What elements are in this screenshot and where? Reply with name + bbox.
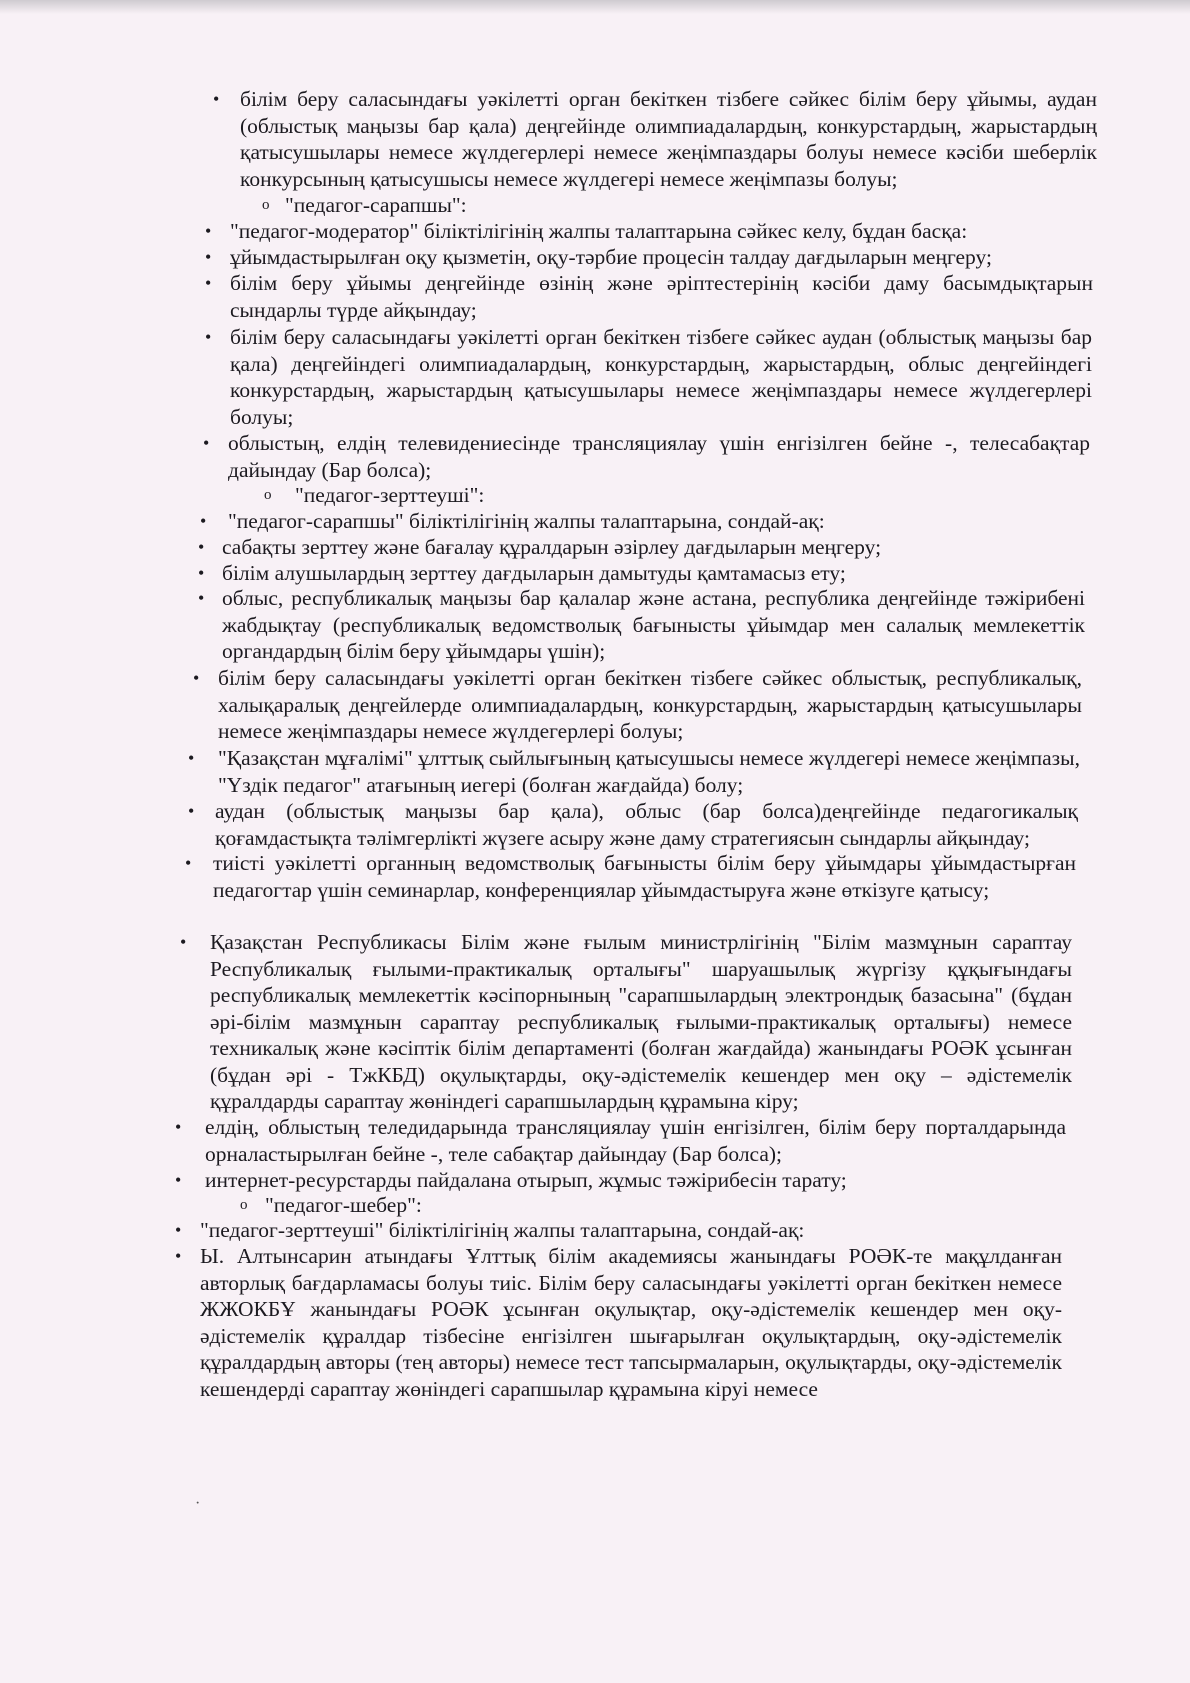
bullet-icon: • bbox=[193, 668, 200, 688]
list-item: білім беру ұйымы деңгейінде өзінің және әріптестерінің кәсіби даму басымдықтарын сындарлы түрде айқындау; bbox=[230, 271, 1093, 322]
bullet-icon: • bbox=[198, 537, 205, 557]
scan-edge bbox=[0, 0, 1190, 14]
list-item: аудан (облыстық маңызы бар қала), облыс (бар болса)деңгейінде педагогикалық қоғамдастықта тәлімгерлікті жүзеге асыру және даму стратегиясын сындарлы айқындау; bbox=[215, 799, 1078, 850]
list-item: Қазақстан Республикасы Білім және ғылым министрлігінің "Білім мазмұнын сараптау Республикалық ғылыми-практикалық орталығы" шаруашылық жүргізу құқығындағы республикалық мемлекеттік кәсіпорнының "сарапшылардың электрондық базасына" (бұдан әрі-білім мазмұнын сараптау республикалық ғылыми-практикалық орталығы) немесе техникалық және кәсіптік білім департаменті (болған жағдайда) жанындағы РОӘК ұсынған (бұдан әрі - ТжКБД) оқулықтарды, оқу-әдістемелік кешендер мен оқу – әдістемелік құралдарды сараптау жөніндегі сарапшылардың құрамына кіру; bbox=[210, 930, 1072, 1113]
circle-bullet-icon: o bbox=[262, 197, 270, 213]
list-subheading: "педагог-зерттеуші": bbox=[295, 483, 485, 507]
list-item: облыстың, елдің телевидениесінде трансляциялау үшін енгізілген бейне -, телесабақтар дайындау (Бар болса); bbox=[228, 431, 1090, 482]
list-item: "педагог-зерттеуші" біліктілігінің жалпы талаптарына, сондай-ақ: bbox=[200, 1218, 805, 1242]
circle-bullet-icon: o bbox=[240, 1197, 248, 1213]
list-subheading: "педагог-сарапшы": bbox=[285, 193, 467, 217]
bullet-icon: • bbox=[175, 1246, 182, 1266]
list-subheading: "педагог-шебер": bbox=[265, 1193, 422, 1217]
bullet-icon: • bbox=[198, 588, 205, 608]
list-item: білім беру саласындағы уәкілетті орган бекіткен тізбеге сәйкес облыстық, республикалық, халықаралық деңгейлерде олимпиадалардың, конкурстардың, жарыстардың қатысушылары немесе жеңімпаздары немесе жүлдегерлері болуы; bbox=[218, 666, 1082, 743]
circle-bullet-icon: o bbox=[264, 487, 272, 503]
bullet-icon: • bbox=[175, 1170, 182, 1190]
bullet-icon: • bbox=[205, 247, 212, 267]
list-item: "педагог-модератор" біліктілігінің жалпы талаптарына сәйкес келу, бұдан басқа: bbox=[230, 219, 968, 243]
list-item: сабақты зерттеу және бағалау құралдарын әзірлеу дағдыларын меңгеру; bbox=[222, 535, 882, 559]
list-item: елдің, облыстың теледидарында трансляциялау үшін енгізілген, білім беру порталдарында орналастырылған бейне -, теле сабақтар дайындау (Бар болса); bbox=[205, 1115, 1066, 1166]
list-item: білім беру саласындағы уәкілетті орган бекіткен тізбеге сәйкес аудан (облыстық маңызы бар қала) деңгейіндегі олимпиадалардың, конкурстардың, жарыстардың, облыс деңгейіндегі конкурстардың, жарыстардың қатысушылары немесе жеңімпаздары немесе жүлдегерлері болуы; bbox=[230, 325, 1092, 429]
list-item: білім алушылардың зерттеу дағдыларын дамытуды қамтамасыз ету; bbox=[222, 561, 846, 585]
list-item: тиісті уәкілетті органның ведомстволық бағынысты білім беру ұйымдары ұйымдастырған педагогтар үшін семинарлар, конференциялар ұйымдастыруға және өткізуге қатысу; bbox=[213, 851, 1076, 902]
page-mark: · bbox=[195, 1495, 201, 1512]
list-item: Ы. Алтынсарин атындағы Ұлттық білім академиясы жанындағы РОӘК-те мақұлданған авторлық бағдарламасы болуы тиіс. Білім беру саласындағы уәкілетті орган бекіткен немесе ЖЖОКБҰ жанындағы РОӘК ұсынған оқулықтар, оқу-әдістемелік кешендер мен оқу-әдістемелік құралдар тізбесіне енгізілген шығарылған оқулықтардың, оқу-әдістемелік құралдардың авторы (тең авторы) немесе тест тапсырмаларын, оқулықтарды, оқу-әдістемелік кешендерді сараптау жөніндегі сарапшылар құрамына кіруі немесе bbox=[200, 1244, 1062, 1401]
bullet-icon: • bbox=[175, 1220, 182, 1240]
bullet-icon: • bbox=[213, 89, 220, 109]
bullet-icon: • bbox=[200, 511, 207, 531]
list-item: "педагог-сарапшы" біліктілігінің жалпы талаптарына, сондай-ақ: bbox=[228, 509, 825, 533]
bullet-icon: • bbox=[188, 748, 195, 768]
bullet-icon: • bbox=[205, 327, 212, 347]
bullet-icon: • bbox=[205, 221, 212, 241]
list-item: облыс, республикалық маңызы бар қалалар және астана, республика деңгейінде тәжірибені жабдықтау (республикалық ведомстволық бағынысты ұйымдар мен салалық мемлекеттік органдардың білім беру ұйымдары үшін); bbox=[222, 586, 1085, 663]
list-item: интернет-ресурстарды пайдалана отырып, жұмыс тәжірибесін тарату; bbox=[205, 1168, 847, 1192]
list-item: ұйымдастырылған оқу қызметін, оқу-тәрбие процесін талдау дағдыларын меңгеру; bbox=[230, 245, 992, 269]
bullet-icon: • bbox=[180, 932, 187, 952]
list-item: "Қазақстан мұғалімі" ұлттық сыйлығының қатысушысы немесе жүлдегері немесе жеңімпазы, "Үздік педагог" атағының иегері (болған жағдайда) болу; bbox=[218, 746, 1080, 797]
bullet-icon: • bbox=[175, 1117, 182, 1137]
bullet-icon: • bbox=[205, 273, 212, 293]
bullet-icon: • bbox=[203, 433, 210, 453]
bullet-icon: • bbox=[198, 563, 205, 583]
list-item: білім беру саласындағы уәкілетті орган бекіткен тізбеге сәйкес білім беру ұйымы, аудан (облыстық маңызы бар қала) деңгейінде олимпиадалардың, конкурстардың, жарыстардың қатысушылары немесе жүлдегерлері немесе жеңімпаздары болуы немесе кәсіби шеберлік конкурсының қатысушысы немесе жүлдегері немесе жеңімпазы болуы; bbox=[240, 87, 1097, 191]
bullet-icon: • bbox=[185, 853, 192, 873]
bullet-icon: • bbox=[188, 801, 195, 821]
